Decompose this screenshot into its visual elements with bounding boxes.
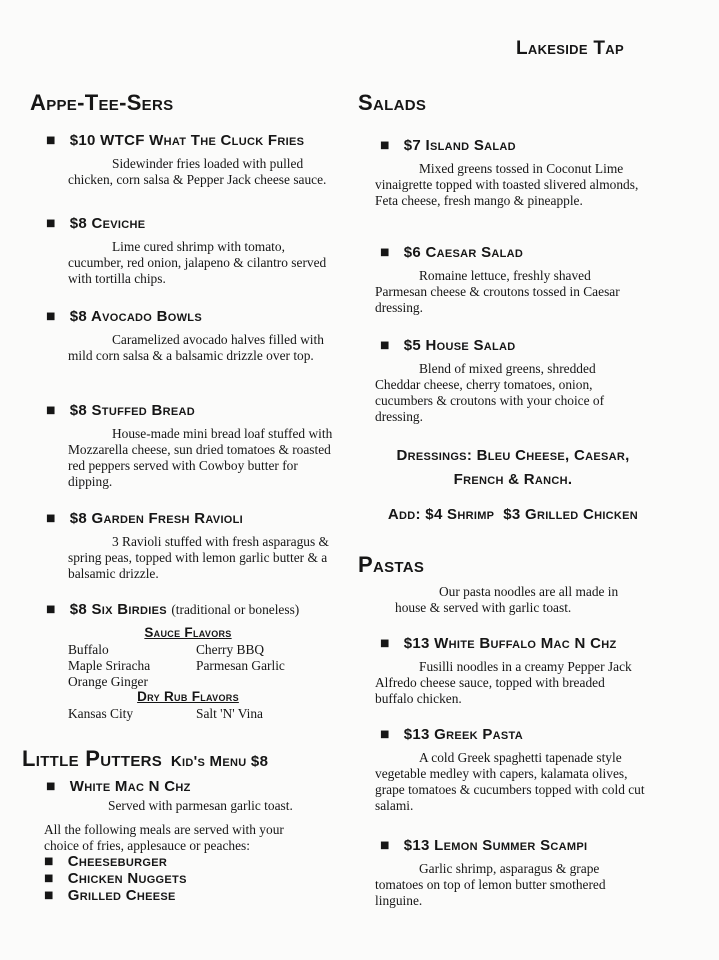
item-name: $8 Ceviche [69, 215, 146, 232]
menu-item [46, 510, 243, 527]
section-title-appetizers: Appe-Tee-Sers [30, 90, 174, 115]
sauce-list-left [68, 642, 150, 690]
meal-item [44, 887, 176, 904]
item-name: White Mac N Chz [69, 778, 191, 795]
menu-item [46, 215, 145, 232]
bullet-icon: ■ [380, 140, 390, 151]
sauce-flavors-heading: Sauce Flavors [144, 625, 232, 640]
menu-item [46, 402, 195, 419]
section-title-pastas: Pastas [358, 552, 425, 577]
meal-name: Cheeseburger [67, 853, 168, 870]
meal-item [44, 853, 167, 870]
bullet-icon: ■ [380, 638, 390, 649]
rub-left: Kansas City [68, 706, 134, 721]
item-name: $13 White Buffalo Mac N Chz [403, 635, 617, 652]
bullet-icon: ■ [44, 890, 54, 901]
item-description: Served with parmesan garlic toast. [108, 798, 293, 813]
sauce-list-right [196, 642, 285, 674]
section-title-salads: Salads [358, 90, 427, 115]
kids-title: Little Putters [22, 746, 163, 771]
item-name: $10 WTCF What The Cluck Fries [69, 132, 305, 149]
menu-item [380, 726, 523, 743]
item-description: House-made mini bread loaf stuffed with Mozzarella cheese, sun dried tomatoes & roasted red peppers served with Cowboy butter for dipping. [68, 426, 333, 489]
flavor: Parmesan Garlic [196, 658, 285, 673]
menu-item [380, 635, 616, 652]
item-name: $7 Island Salad [403, 137, 516, 154]
bullet-icon: ■ [46, 135, 56, 146]
item-description: Mixed greens tossed in Coconut Lime vinaigrette topped with toasted slivered almonds, Feta cheese, fresh mango & pineapple. [375, 161, 639, 208]
item-description: Lime cured shrimp with tomato, cucumber, red onion, jalapeno & cilantro served with tortilla chips. [68, 239, 327, 286]
dressings-line: French & Ranch. [453, 471, 573, 488]
bullet-icon: ■ [44, 856, 54, 867]
flavor: Buffalo [68, 642, 109, 657]
menu-item [46, 778, 191, 795]
pasta-intro: Our pasta noodles are all made in house & served with garlic toast. [395, 584, 619, 615]
bullet-icon: ■ [46, 405, 56, 416]
item-description: A cold Greek spaghetti tapenade style vegetable medley with capers, kalamata olives, grape tomatoes & cucumbers topped with cold cut salami. [375, 750, 645, 813]
item-name: $8 Garden Fresh Ravioli [69, 510, 244, 527]
item-description: Caramelized avocado halves filled with mild corn salsa & a balsamic drizzle over top. [68, 332, 324, 363]
menu-item [380, 244, 523, 261]
dry-rub-heading: Dry Rub Flavors [137, 689, 239, 704]
item-description: Blend of mixed greens, shredded Cheddar cheese, cherry tomatoes, onion, cucumbers & croutons with your choice of dressing. [375, 361, 605, 424]
menu-item [46, 601, 299, 618]
menu-item [46, 132, 304, 149]
flavor: Maple Sriracha [68, 658, 151, 673]
add-protein-line: Add: $4 Shrimp $3 Grilled Chicken [387, 506, 639, 523]
bullet-icon: ■ [46, 218, 56, 229]
item-description: Sidewinder fries loaded with pulled chicken, corn salsa & Pepper Jack cheese sauce. [68, 156, 327, 187]
meal-item [44, 870, 187, 887]
menu-item [380, 837, 587, 854]
item-note: (traditional or boneless) [171, 602, 300, 617]
item-name: $8 Six Birdies [69, 601, 167, 618]
item-name: $6 Caesar Salad [403, 244, 524, 261]
menu-item [380, 337, 516, 354]
bullet-icon: ■ [46, 311, 56, 322]
kids-subtitle: Kid's Menu $8 [170, 753, 269, 770]
item-description: Garlic shrimp, asparagus & grape tomatoes on top of lemon butter smothered linguine. [375, 861, 606, 908]
item-description: 3 Ravioli stuffed with fresh asparagus & spring peas, topped with lemon garlic butter & a balsamic drizzle. [68, 534, 329, 581]
meal-name: Grilled Cheese [67, 887, 176, 904]
item-description: Romaine lettuce, freshly shaved Parmesan cheese & croutons tossed in Caesar dressing. [375, 268, 620, 315]
bullet-icon: ■ [46, 781, 56, 792]
flavor: Orange Ginger [68, 674, 148, 689]
menu-item [380, 137, 516, 154]
bullet-icon: ■ [380, 247, 390, 258]
rub-right: Salt 'N' Vina [196, 706, 264, 721]
restaurant-name: Lakeside Tap [516, 38, 624, 59]
meals-note: All the following meals are served with your choice of fries, applesauce or peaches: [44, 822, 284, 853]
item-name: $8 Avocado Bowls [69, 308, 202, 325]
item-name: $5 House Salad [403, 337, 516, 354]
bullet-icon: ■ [380, 729, 390, 740]
item-description: Fusilli noodles in a creamy Pepper Jack Alfredo cheese sauce, topped with breaded buffalo chicken. [375, 659, 632, 706]
bullet-icon: ■ [46, 513, 56, 524]
bullet-icon: ■ [46, 604, 56, 615]
dressings-line: Dressings: Bleu Cheese, Caesar, [396, 447, 630, 464]
item-name: $13 Lemon Summer Scampi [403, 837, 588, 854]
bullet-icon: ■ [380, 840, 390, 851]
item-name: $8 Stuffed Bread [69, 402, 195, 419]
meal-name: Chicken Nuggets [67, 870, 187, 887]
bullet-icon: ■ [44, 873, 54, 884]
section-title-kids [22, 746, 268, 772]
bullet-icon: ■ [380, 340, 390, 351]
item-name: $13 Greek Pasta [403, 726, 523, 743]
flavor: Cherry BBQ [196, 642, 265, 657]
menu-item [46, 308, 202, 325]
